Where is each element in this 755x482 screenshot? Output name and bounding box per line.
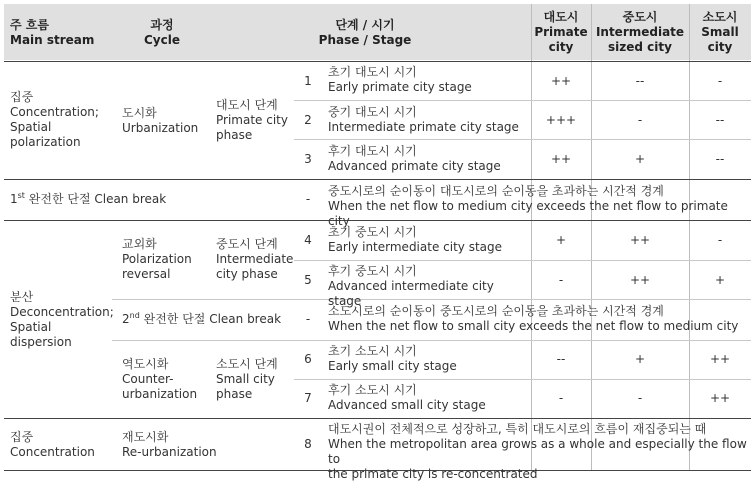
stage-label: 초기 소도시 시기 Early small city stage <box>328 344 457 373</box>
header-primate-city: 대도시 Primate city <box>534 10 588 54</box>
intermediate-city-value: -- <box>635 74 645 88</box>
stage-number: 2 <box>304 113 312 127</box>
primate-city-value: ++ <box>550 152 572 166</box>
stage-label: 초기 대도시 시기 Early primate city stage <box>328 65 472 94</box>
stage-label: 후기 중도시 시기 Advanced intermediate city stage <box>328 264 494 308</box>
first-clean-break-description: 중도시로의 순이동이 대도시로의 순이동을 초과하는 시간적 경계 When the net flow to medium city exceeds the net flow to primate city <box>328 184 728 228</box>
main-stream-reconcentration: 집중 Concentration <box>10 430 95 459</box>
second-clean-break-description: 소도시로의 순이동이 중도시로의 순이동을 초과하는 시간적 경계 When the net flow to small city exceeds the net flow to medium city <box>328 304 739 333</box>
stage-label: 초기 중도시 시기 Early intermediate city stage <box>328 225 503 254</box>
rule <box>294 379 751 380</box>
stage-label: 중기 대도시 시기 Intermediate primate city stage <box>328 105 519 134</box>
stage-number: 6 <box>304 352 312 366</box>
header-intermediate-city: 중도시 Intermediate sized city <box>595 10 685 54</box>
rule <box>112 340 751 341</box>
header-phase: 단계 / 시기 Phase / Stage <box>318 18 412 47</box>
cycle-polarization-reversal: 교외화 Polarization reversal <box>122 237 192 281</box>
intermediate-city-value: - <box>637 391 643 405</box>
header-cycle: 과정 Cycle <box>144 18 180 47</box>
intermediate-city-value: ++ <box>629 273 651 287</box>
stage-number: 1 <box>304 74 312 88</box>
header-small-city: 소도시 Small city <box>701 10 739 54</box>
rule <box>4 61 751 62</box>
stage-number: 8 <box>304 437 312 451</box>
intermediate-city-value: - <box>637 113 643 127</box>
cycle-reurbanization: 재도시화 Re-urbanization <box>122 430 217 459</box>
primate-city-value: -- <box>556 352 566 366</box>
small-city-value: ++ <box>709 352 731 366</box>
break-dash: - <box>305 192 311 206</box>
rule <box>4 418 751 419</box>
cycle-urbanization: 도시화 Urbanization <box>122 106 199 135</box>
second-clean-break-label: 2nd 완전한 단절 Clean break <box>122 311 282 326</box>
stage-label: 후기 소도시 시기 Advanced small city stage <box>328 383 486 412</box>
intermediate-city-value: + <box>634 352 646 366</box>
break-dash: - <box>305 312 311 326</box>
rule <box>4 179 751 180</box>
primate-city-value: + <box>555 233 567 247</box>
small-city-value: - <box>717 74 723 88</box>
rule <box>294 100 751 101</box>
intermediate-city-value: + <box>634 152 646 166</box>
rule <box>294 260 751 261</box>
main-stream-concentration: 집중 Concentration; Spatial polarization <box>10 90 99 149</box>
stage-number: 3 <box>304 152 312 166</box>
small-city-value: - <box>717 233 723 247</box>
primate-city-value: - <box>558 273 564 287</box>
small-city-value: + <box>714 273 726 287</box>
main-stream-deconcentration: 분산 Deconcentration; Spatial dispersion <box>10 290 114 349</box>
header-main-stream: 주 흐름 Main stream <box>10 18 95 47</box>
small-city-value: ++ <box>709 391 731 405</box>
small-city-value: -- <box>715 152 725 166</box>
primate-city-value: - <box>558 391 564 405</box>
first-clean-break-label: 1st 완전한 단절 Clean break <box>10 191 167 206</box>
small-city-value: -- <box>715 113 725 127</box>
phase-intermediate-city: 중도시 단계 Intermediate city phase <box>216 237 294 281</box>
phase-small-city: 소도시 단계 Small city phase <box>216 357 278 401</box>
phase-primate-city: 대도시 단계 Primate city phase <box>216 98 288 142</box>
stage-number: 7 <box>304 391 312 405</box>
intermediate-city-value: ++ <box>629 233 651 247</box>
primate-city-value: ++ <box>550 74 572 88</box>
rule <box>294 139 751 140</box>
stage-label: 후기 대도시 시기 Advanced primate city stage <box>328 144 501 173</box>
primate-city-value: +++ <box>545 113 577 127</box>
cycle-counter-urbanization: 역도시화 Counter- urbanization <box>122 357 198 401</box>
stage-number: 4 <box>304 233 312 247</box>
stage-number: 5 <box>304 273 312 287</box>
stage-8-description: 대도시권이 전체적으로 성장하고, 특히 대도시로의 흐름이 재집중되는 때 When the metropolitan area grows as a whole and especially the flow to the primate city is re-concentrated <box>328 422 747 481</box>
